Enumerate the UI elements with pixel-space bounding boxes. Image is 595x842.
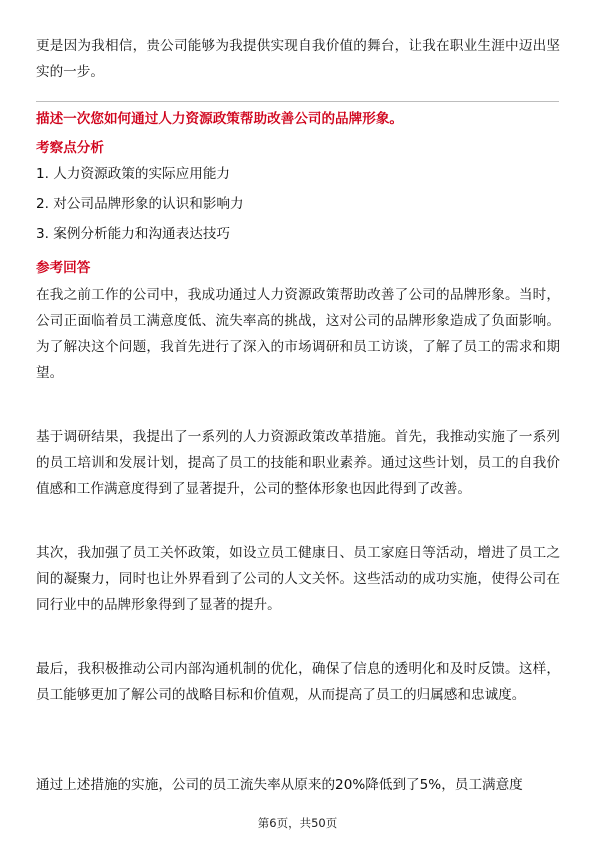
intro-paragraph-tail: 更是因为我相信，贵公司能够为我提供实现自我价值的舞台，让我在职业生涯中迈出坚实的一步。 bbox=[36, 38, 560, 80]
analysis-item-1: 1. 人力资源政策的实际应用能力 bbox=[36, 166, 231, 182]
answer-paragraph-1: 在我之前工作的公司中，我成功通过人力资源政策帮助改善了公司的品牌形象。当时，公司正面临着员工满意度低、流失率高的挑战，这对公司的品牌形象造成了负面影响。为了解决这个问题，我首先进行了深入的市场调研和员工访谈，了解了员工的需求和期望。 bbox=[36, 287, 560, 381]
page-number-footer: 第6页，共50页 bbox=[257, 816, 338, 830]
analysis-item-2: 2. 对公司品牌形象的认识和影响力 bbox=[36, 196, 244, 212]
answer-paragraph-4: 最后，我积极推动公司内部沟通机制的优化，确保了信息的透明化和及时反馈。这样，员工能够更加了解公司的战略目标和价值观，从而提高了员工的归属感和忠诚度。 bbox=[36, 661, 560, 703]
answer-paragraph-2: 基于调研结果，我提出了一系列的人力资源政策改革措施。首先，我推动实施了一系列的员工培训和发展计划，提高了员工的技能和职业素养。通过这些计划，员工的自我价值感和工作满意度得到了显著提升，公司的整体形象也因此得到了改善。 bbox=[36, 429, 560, 497]
section-divider bbox=[36, 101, 559, 102]
analysis-item-3: 3. 案例分析能力和沟通表达技巧 bbox=[36, 226, 231, 242]
question-title: 描述一次您如何通过人力资源政策帮助改善公司的品牌形象。 bbox=[36, 111, 404, 127]
answer-paragraph-3: 其次，我加强了员工关怀政策，如设立员工健康日、员工家庭日等活动，增进了员工之间的凝聚力，同时也让外界看到了公司的人文关怀。这些活动的成功实施，使得公司在同行业中的品牌形象得到了显著的提升。 bbox=[36, 545, 560, 613]
answer-heading: 参考回答 bbox=[36, 260, 91, 276]
answer-paragraph-5: 通过上述措施的实施，公司的员工流失率从原来的20%降低到了5%，员工满意度 bbox=[36, 777, 523, 793]
analysis-heading: 考察点分析 bbox=[36, 140, 104, 156]
